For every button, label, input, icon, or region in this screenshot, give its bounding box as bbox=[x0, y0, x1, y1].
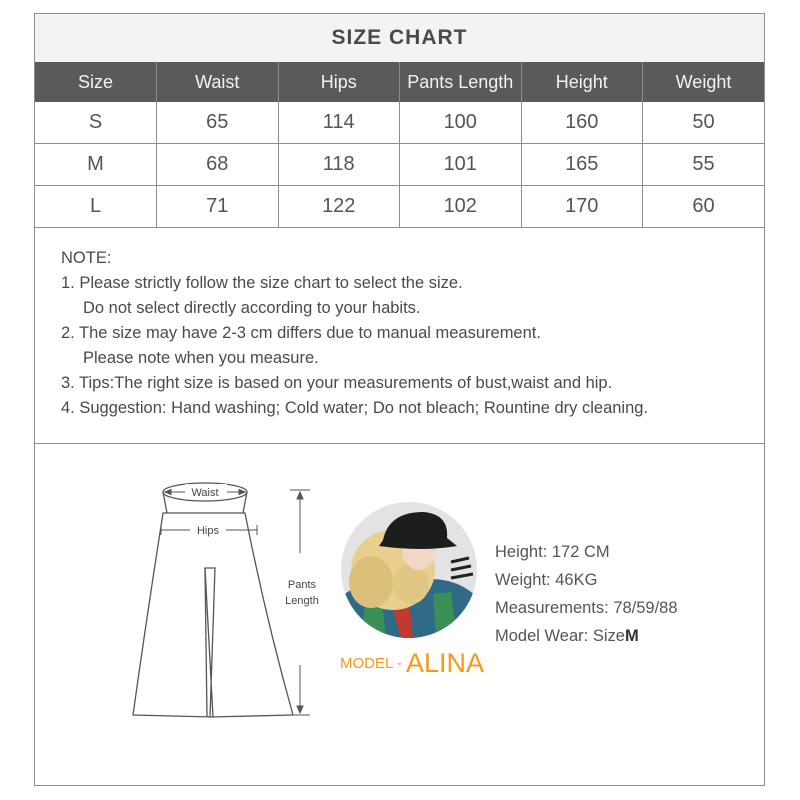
model-prefix: MODEL - bbox=[340, 655, 402, 672]
table-row bbox=[35, 186, 764, 228]
size-chart-title: SIZE CHART bbox=[35, 14, 764, 63]
wear-prefix: Size bbox=[592, 627, 625, 645]
table-cell: 71 bbox=[157, 186, 279, 228]
table-cell: 122 bbox=[278, 186, 400, 228]
table-cell: 50 bbox=[643, 102, 765, 144]
table-cell: 170 bbox=[521, 186, 643, 228]
table-row bbox=[35, 144, 764, 186]
note-item: Do not select directly according to your habits. bbox=[83, 299, 421, 317]
model-weight bbox=[495, 566, 678, 594]
pants-outline bbox=[133, 513, 293, 717]
column-header-pants-length: Pants Length bbox=[400, 62, 522, 102]
table-cell: L bbox=[35, 186, 157, 228]
weight-value: 46KG bbox=[555, 571, 598, 589]
model-stats bbox=[495, 538, 678, 650]
model-name-text: ALINA bbox=[405, 648, 484, 678]
weight-label: Weight: bbox=[495, 571, 551, 589]
pants-diagram bbox=[95, 465, 335, 730]
pants-length-label-line1: Pants bbox=[287, 579, 317, 591]
size-table bbox=[35, 62, 764, 228]
measurements-value: 78/59/88 bbox=[613, 599, 678, 617]
table-cell: S bbox=[35, 102, 157, 144]
height-value: 172 CM bbox=[551, 543, 610, 561]
note-item: 2. The size may have 2-3 cm differs due to manual measurement. bbox=[61, 324, 541, 342]
column-header-waist: Waist bbox=[157, 62, 279, 102]
model-photo bbox=[341, 502, 477, 638]
table-cell: 114 bbox=[278, 102, 400, 144]
table-cell: 60 bbox=[643, 186, 765, 228]
column-header-hips: Hips bbox=[278, 62, 400, 102]
table-row bbox=[35, 102, 764, 144]
table-cell: M bbox=[35, 144, 157, 186]
note-item: Please note when you measure. bbox=[83, 349, 319, 367]
column-header-size: Size bbox=[35, 62, 157, 102]
table-cell: 165 bbox=[521, 144, 643, 186]
table-cell: 102 bbox=[400, 186, 522, 228]
table-cell: 101 bbox=[400, 144, 522, 186]
table-cell: 68 bbox=[157, 144, 279, 186]
pants-length-label-line2: Length bbox=[285, 595, 319, 607]
hips-label: Hips bbox=[196, 525, 220, 537]
column-header-height: Height bbox=[521, 62, 643, 102]
height-label: Height: bbox=[495, 543, 548, 561]
model-measurements bbox=[495, 594, 678, 622]
wear-size: M bbox=[624, 627, 639, 645]
note-item: 3. Tips:The right size is based on your measurements of bust,waist and hip. bbox=[61, 374, 613, 392]
notes-heading: NOTE: bbox=[61, 249, 112, 267]
note-item: 1. Please strictly follow the size chart to select the size. bbox=[61, 274, 463, 292]
table-cell: 100 bbox=[400, 102, 522, 144]
table-cell: 55 bbox=[643, 144, 765, 186]
table-cell: 65 bbox=[157, 102, 279, 144]
size-table-header bbox=[35, 62, 764, 102]
measurements-label: Measurements: bbox=[495, 599, 609, 617]
waist-label: Waist bbox=[191, 487, 219, 499]
notes-section bbox=[35, 228, 764, 444]
model-name bbox=[340, 648, 484, 679]
column-header-weight: Weight bbox=[643, 62, 765, 102]
model-height bbox=[495, 538, 678, 566]
wear-label: Model Wear: bbox=[495, 627, 589, 645]
table-cell: 160 bbox=[521, 102, 643, 144]
table-cell: 118 bbox=[278, 144, 400, 186]
note-item: 4. Suggestion: Hand washing; Cold water; Do not bleach; Rountine dry cleaning. bbox=[61, 399, 649, 417]
model-wear bbox=[495, 622, 678, 650]
